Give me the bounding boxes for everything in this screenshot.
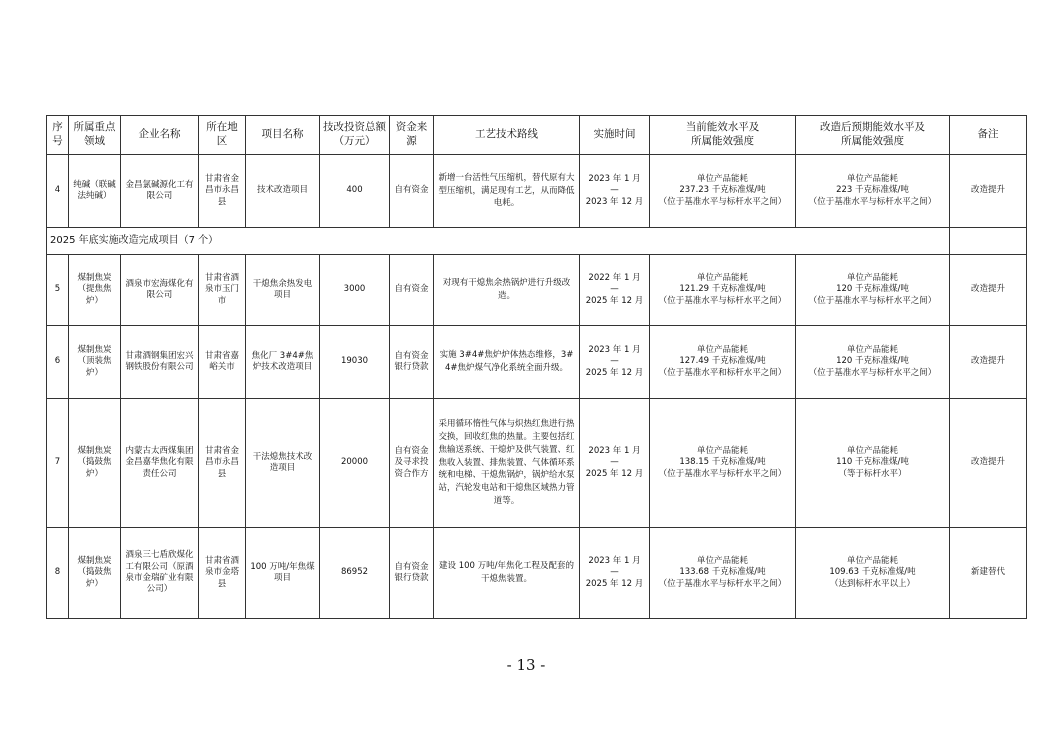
cell-period: [580, 399, 650, 528]
header-fund: 资金来源: [390, 116, 434, 155]
cell-note: 改造提升: [950, 255, 1027, 326]
cell-region: 甘肃省金昌市永昌县: [199, 155, 246, 228]
cell-after-efficiency: [796, 255, 950, 326]
page-number: - 13 -: [506, 656, 546, 674]
cell-seq: 7: [47, 399, 69, 528]
table-row: [47, 155, 1027, 228]
cell-project: 焦化厂 3#4#焦炉技术改造项目: [246, 326, 320, 399]
cell-fund: 自有资金银行贷款: [390, 326, 434, 399]
header-after-line1: 改造后预期能效水平及: [820, 121, 925, 134]
current-value: 127.49 千克标准煤/吨: [679, 356, 766, 367]
table-row: [47, 326, 1027, 399]
header-route: 工艺技术路线: [434, 116, 580, 155]
after-label: 单位产品能耗: [846, 272, 898, 283]
header-region: 所在地区: [199, 116, 246, 155]
current-level: （位于基准水平与标杆水平之间）: [658, 295, 787, 306]
header-current-line1: 当前能效水平及: [685, 121, 760, 134]
header-company: 企业名称: [121, 116, 199, 155]
cell-company: 金昌氯碱源化工有限公司: [121, 155, 199, 228]
cell-field: 煤制焦炭（捣鼓焦炉）: [69, 528, 121, 619]
period-dash: —: [610, 457, 619, 468]
table-header-row: [47, 116, 1027, 155]
header-note: 备注: [950, 116, 1027, 155]
cell-note: 改造提升: [950, 399, 1027, 528]
period-end: 2025 年 12 月: [585, 578, 644, 589]
cell-route: 新增一台活性气压缩机，替代原有大型压缩机，满足现有工艺，从而降低电耗。: [434, 155, 580, 228]
header-current-efficiency: [650, 116, 796, 155]
current-label: 单位产品能耗: [696, 555, 748, 566]
cell-current-efficiency: [650, 155, 796, 228]
table-row: [47, 399, 1027, 528]
section-row: [47, 228, 1027, 255]
period-dash: —: [610, 185, 619, 196]
period-end: 2025 年 12 月: [585, 295, 644, 306]
after-value: 110 千克标准煤/吨: [836, 457, 909, 468]
cell-current-efficiency: [650, 255, 796, 326]
cell-period: [580, 255, 650, 326]
cell-field: 煤制焦炭（捣鼓焦炉）: [69, 399, 121, 528]
current-value: 121.29 千克标准煤/吨: [679, 284, 766, 295]
period-dash: —: [610, 284, 619, 295]
cell-after-efficiency: [796, 326, 950, 399]
cell-fund: 自有资金银行贷款: [390, 528, 434, 619]
cell-field: 纯碱（联碱法纯碱）: [69, 155, 121, 228]
cell-note: 改造提升: [950, 326, 1027, 399]
cell-investment: 20000: [320, 399, 390, 528]
cell-note: 改造提升: [950, 155, 1027, 228]
current-label: 单位产品能耗: [696, 445, 748, 456]
cell-fund: 自有资金及寻求投资合作方: [390, 399, 434, 528]
period-end: 2025 年 12 月: [585, 367, 644, 378]
after-level: （达到标杆水平以上）: [829, 578, 915, 589]
cell-route: 实施 3#4#焦炉炉体热态维修，3#4#焦炉煤气净化系统全面升级。: [434, 326, 580, 399]
after-value: 120 千克标准煤/吨: [836, 356, 909, 367]
header-project: 项目名称: [246, 116, 320, 155]
cell-investment: 3000: [320, 255, 390, 326]
cell-route: 采用循环惰性气体与炽热红焦进行热交换，回收红焦的热量。主要包括红焦输送系统、干熄炉及供气装置、红焦收入装置、排焦装置、气体循环系统和电梯、干熄焦锅炉，锅炉给水泵站，汽轮发电站和干熄焦区域热力管道等。: [434, 399, 580, 528]
current-label: 单位产品能耗: [696, 272, 748, 283]
current-label: 单位产品能耗: [696, 173, 748, 184]
period-start: 2022 年 1 月: [588, 272, 641, 283]
current-label: 单位产品能耗: [696, 344, 748, 355]
cell-seq: 4: [47, 155, 69, 228]
cell-region: 甘肃省酒泉市玉门市: [199, 255, 246, 326]
after-label: 单位产品能耗: [846, 173, 898, 184]
period-end: 2025 年 12 月: [585, 468, 644, 479]
header-after-line2: 所属能效强度: [841, 135, 904, 147]
cell-company: 酒泉三七盾欣煤化工有限公司（原酒泉市金瑞矿业有限公司）: [121, 528, 199, 619]
cell-company: 内蒙古太西煤集团金昌嘉华焦化有限责任公司: [121, 399, 199, 528]
after-level: （位于基准水平与标杆水平之间）: [808, 196, 937, 207]
cell-project: 干熄焦余热发电项目: [246, 255, 320, 326]
header-current-line2: 所属能效强度: [691, 135, 754, 147]
current-level: （位于基准水平和标杆水平之间）: [658, 367, 787, 378]
cell-company: 酒泉市宏海煤化有限公司: [121, 255, 199, 326]
section-note-cell: [950, 228, 1027, 255]
current-level: （位于基准水平与标杆水平之间）: [658, 578, 787, 589]
current-value: 138.15 千克标准煤/吨: [679, 457, 766, 468]
cell-period: [580, 155, 650, 228]
current-level: （位于基准水平与标杆水平之间）: [658, 196, 787, 207]
project-table: [46, 115, 1027, 619]
after-level: （位于基准水平与标杆水平之间）: [808, 367, 937, 378]
current-value: 133.68 千克标准煤/吨: [679, 567, 766, 578]
cell-after-efficiency: [796, 528, 950, 619]
cell-current-efficiency: [650, 528, 796, 619]
cell-investment: 19030: [320, 326, 390, 399]
after-label: 单位产品能耗: [846, 344, 898, 355]
cell-region: 甘肃省嘉峪关市: [199, 326, 246, 399]
after-level: （位于基准水平与标杆水平之间）: [808, 295, 937, 306]
cell-seq: 5: [47, 255, 69, 326]
after-level: （等于标杆水平）: [838, 468, 907, 479]
header-seq: 序号: [47, 116, 69, 155]
after-value: 223 千克标准煤/吨: [836, 185, 909, 196]
header-after-efficiency: [796, 116, 950, 155]
cell-after-efficiency: [796, 155, 950, 228]
header-investment: 技改投资总额（万元）: [320, 116, 390, 155]
cell-company: 甘肃酒钢集团宏兴钢铁股份有限公司: [121, 326, 199, 399]
after-label: 单位产品能耗: [846, 555, 898, 566]
cell-field: 煤制焦炭（提焦焦炉）: [69, 255, 121, 326]
after-label: 单位产品能耗: [846, 445, 898, 456]
current-level: （位于基准水平与标杆水平之间）: [658, 468, 787, 479]
after-value: 109.63 千克标准煤/吨: [829, 567, 916, 578]
cell-after-efficiency: [796, 399, 950, 528]
period-dash: —: [610, 567, 619, 578]
period-start: 2023 年 1 月: [588, 344, 641, 355]
cell-project: 技术改造项目: [246, 155, 320, 228]
cell-project: 干法熄焦技术改造项目: [246, 399, 320, 528]
period-dash: —: [610, 356, 619, 367]
table-row: [47, 255, 1027, 326]
period-start: 2023 年 1 月: [588, 173, 641, 184]
period-start: 2023 年 1 月: [588, 555, 641, 566]
cell-route: 对现有干熄焦余热锅炉进行升级改造。: [434, 255, 580, 326]
period-start: 2023 年 1 月: [588, 445, 641, 456]
cell-period: [580, 528, 650, 619]
cell-investment: 86952: [320, 528, 390, 619]
period-end: 2023 年 12 月: [585, 196, 644, 207]
cell-period: [580, 326, 650, 399]
cell-fund: 自有资金: [390, 255, 434, 326]
cell-region: 甘肃省金昌市永昌县: [199, 399, 246, 528]
table-row: [47, 528, 1027, 619]
cell-project: 100 万吨/年焦煤项目: [246, 528, 320, 619]
cell-current-efficiency: [650, 399, 796, 528]
cell-seq: 8: [47, 528, 69, 619]
cell-fund: 自有资金: [390, 155, 434, 228]
cell-region: 甘肃省酒泉市金塔县: [199, 528, 246, 619]
cell-note: 新建替代: [950, 528, 1027, 619]
cell-seq: 6: [47, 326, 69, 399]
cell-investment: 400: [320, 155, 390, 228]
after-value: 120 千克标准煤/吨: [836, 284, 909, 295]
cell-route: 建设 100 万吨/年焦化工程及配套的干熄焦装置。: [434, 528, 580, 619]
current-value: 237.23 千克标准煤/吨: [679, 185, 766, 196]
section-title: 2025 年底实施改造完成项目（7 个）: [47, 228, 950, 255]
cell-field: 煤制焦炭（顶装焦炉）: [69, 326, 121, 399]
header-field: 所属重点领域: [69, 116, 121, 155]
cell-current-efficiency: [650, 326, 796, 399]
header-period: 实施时间: [580, 116, 650, 155]
